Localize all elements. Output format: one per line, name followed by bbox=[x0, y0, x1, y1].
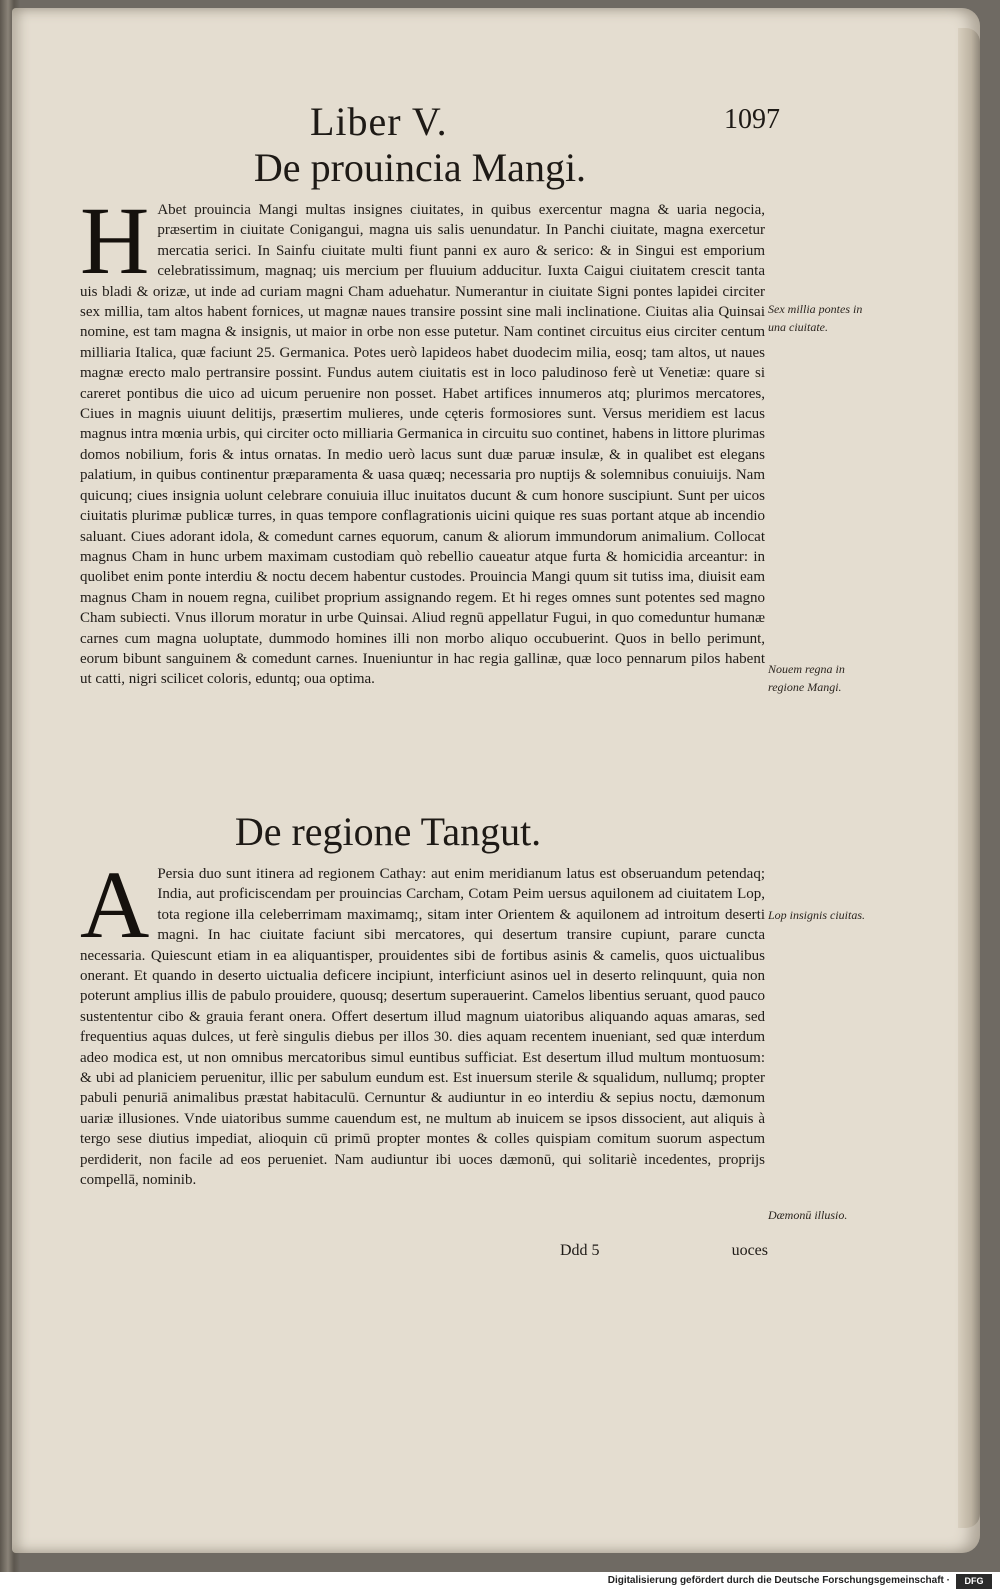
page-number: 1097 bbox=[724, 104, 780, 135]
section-text-tangut: Persia duo sunt itinera ad regionem Cathay: aut enim meridianum latus est obseruandum petendaq; India, aut proficiscendam per prouincias Carcham, Cotam Peim uersus aquilonem ad ciuitatem Lop, tota regione illa celeberrimam maximamq;, sitam inter Orientem & aquilonem ad introitum deserti magni. In hac ciuitate faciunt sibi mercatores, qui desertum transire cupiunt, parare cuncta necessaria. Quiescunt etiam in ea aliquantisper, prouidentes sibi de fortibus asinis & camelis, quos uictualibus onerant. Et quando in deserto uictualia deficere incipiunt, interficiunt asinos uel in deserto relinquunt, quia non poterunt amplius illis de pabulo prouidere, quousq; desertum superauerint. Camelos libentius seruant, quod pauco sustententur cibo & grauia ferant onera. Offert desertum illud magnum uiatoribus aliquando aquas amaras, sed frequentius aquas dulces, ut ferè singulis diebus per illos 30. dies aquam recentem inueniant, sed quæ interdum adeo modica est, ut non omnibus mercatoribus simul euntibus sufficiat. Est desertum illud multum montuosum: & ubi ad planiciem peruenitur, illic per sabulum eundum est. Est inuersum sterile & squalidum, nullumq; propter pabuli penuriā animalibus præstat habitaculū. Cernuntur & audiuntur in eo interdiu & sepius noctu, dæmonum uariæ illusiones. Vnde uiatoribus summe cauendum est, ne multum ab inuicem se ipsos dissocient, aut aliquis à tergo sese diutius impediat, alioquin cū primū propter montes & colles quispiam comitum suorum aspectum perdiderit, non facile ad eos perueniet. Nam audiuntur ibi uoces dæmonū, qui solitariè incedentes, proprijs compellā, nominib. bbox=[80, 866, 765, 1189]
catchwords-line bbox=[560, 1242, 768, 1264]
running-title: Liber V. bbox=[310, 99, 448, 144]
funding-credit: Digitalisierung gefördert durch die Deutsche Forschungsgemeinschaft · bbox=[607, 1575, 950, 1586]
page-stack-edge bbox=[958, 28, 980, 1528]
signature-mark: Ddd 5 bbox=[560, 1242, 600, 1259]
dfg-logo-icon: DFG bbox=[956, 1574, 992, 1589]
page-header bbox=[310, 98, 780, 148]
margin-note-bridges: Sex millia pontes in una ciuitate. bbox=[768, 302, 863, 334]
margin-note-nine-kingdoms: Nouem regna in regione Mangi. bbox=[768, 662, 845, 694]
section-body-tangut bbox=[80, 851, 765, 1191]
dropcap-a: A bbox=[80, 851, 150, 958]
section-title-tangut: De regione Tangut. bbox=[234, 809, 542, 854]
section-text-mangi: Abet prouincia Mangi multas insignes ciuitates, in quibus exercentur magna & uaria negocia, præsertim in ciuitate Conigangui, magna uis salis uenundatur. In Panchi ciuitate, magna exercetur mercatia serici. In Sainfu ciuitate multi fiunt panni ex auro & serico: & in Singui est emporium celebratissimum, magnaq; uis mercium per fluuium adducitur. Iuxta Caigui ciuitatem crescit tanta uis bladi & orizæ, ut inde ad curiam magni Cham aduehatur. Numerantur in ciuitate Signi pontes lapidei circiter sex millia, tam altos habent fornices, ut magnæ naues transire possint sine mali inclinatione. Ciuitas alia Quinsai nomine, est tam magna & insignis, ut maior in orbe non esse putetur. Nam continet circuitus eius circiter centum milliaria Italica, quæ faciunt 25. Germanica. Potes uerò lapideos habet duodecim milia, eosq; tam altos, ut naues magnæ erecto malo pertransire possint. Fundus autem ciuitatis est in loco paludinoso ferè ut Venetiæ: quare si careret pontibus die uico ad uicum peruenire non posset. Habet artifices innumeros atq; plurimos mercatores, Ciues in magnis uiuunt delitijs, præsertim mulieres, unde cęteris formosiores sunt. Versus meridiem est lacus magnus intra mœnia urbis, qui circiter octo milliaria Germanica in circuitu suo continet, habens in littore plurimas domos nobilium, foris & intus ornatas. In medio uerò lacus sunt duæ paruæ insulæ, & in qualibet est elegans palatium, in quibus continentur præparamenta & uasa quæq; necessaria pro nuptijs & solemnibus conuiuijs. Nam quicunq; ciues insignia uolunt celebrare conuiuia illuc inuitatos ducunt & cum honore suscipiunt. Sunt per uicos ciuitatis plurimæ publicæ turres, in quas tempore conflagrationis uicini quique res suas portant atque ab incendio saluant. Ciues adorant idola, & comedunt carnes equorum, canum & aliorum immundorum animalium. Collocat magnus Cham in hunc urbem maximam custodiam quò rebellio caueatur atque furta & homicidia arceantur: in quolibet enim ponte interdiu & noctu decem habentur custodes. Prouincia Mangi quum sit tutiss ima, diuisit eam magnus Cham in nouem regna, cuilibet proprium assignando regem. Et hi reges omnes sunt potentes sed magno Cham subiecti. Vnus illorum moratur in urbe Quinsai. Aliud regnū appellatur Fugui, in quo comeduntur humanæ carnes cum magna uoluptate, dummodo homines illi non morbo aliquo occubuerint. Quos in bello perimunt, eorum bibunt sanguinem & comedunt carnes. Inueniuntur in hac regia gallinæ, quæ loco pennarum pilos habent ut catti, nigri scilicet coloris, eduntq; oua optima. bbox=[80, 202, 765, 688]
section-body-mangi bbox=[80, 187, 765, 690]
dropcap-h: H bbox=[80, 187, 150, 294]
margin-note-demons: Dæmonū illusio. bbox=[768, 1208, 848, 1222]
section-title-mangi: De prouincia Mangi. bbox=[253, 145, 587, 190]
margin-note-lop: Lop insignis ciuitas. bbox=[768, 908, 866, 922]
digitization-footer bbox=[0, 1572, 1000, 1592]
catchword: uoces bbox=[731, 1242, 768, 1259]
